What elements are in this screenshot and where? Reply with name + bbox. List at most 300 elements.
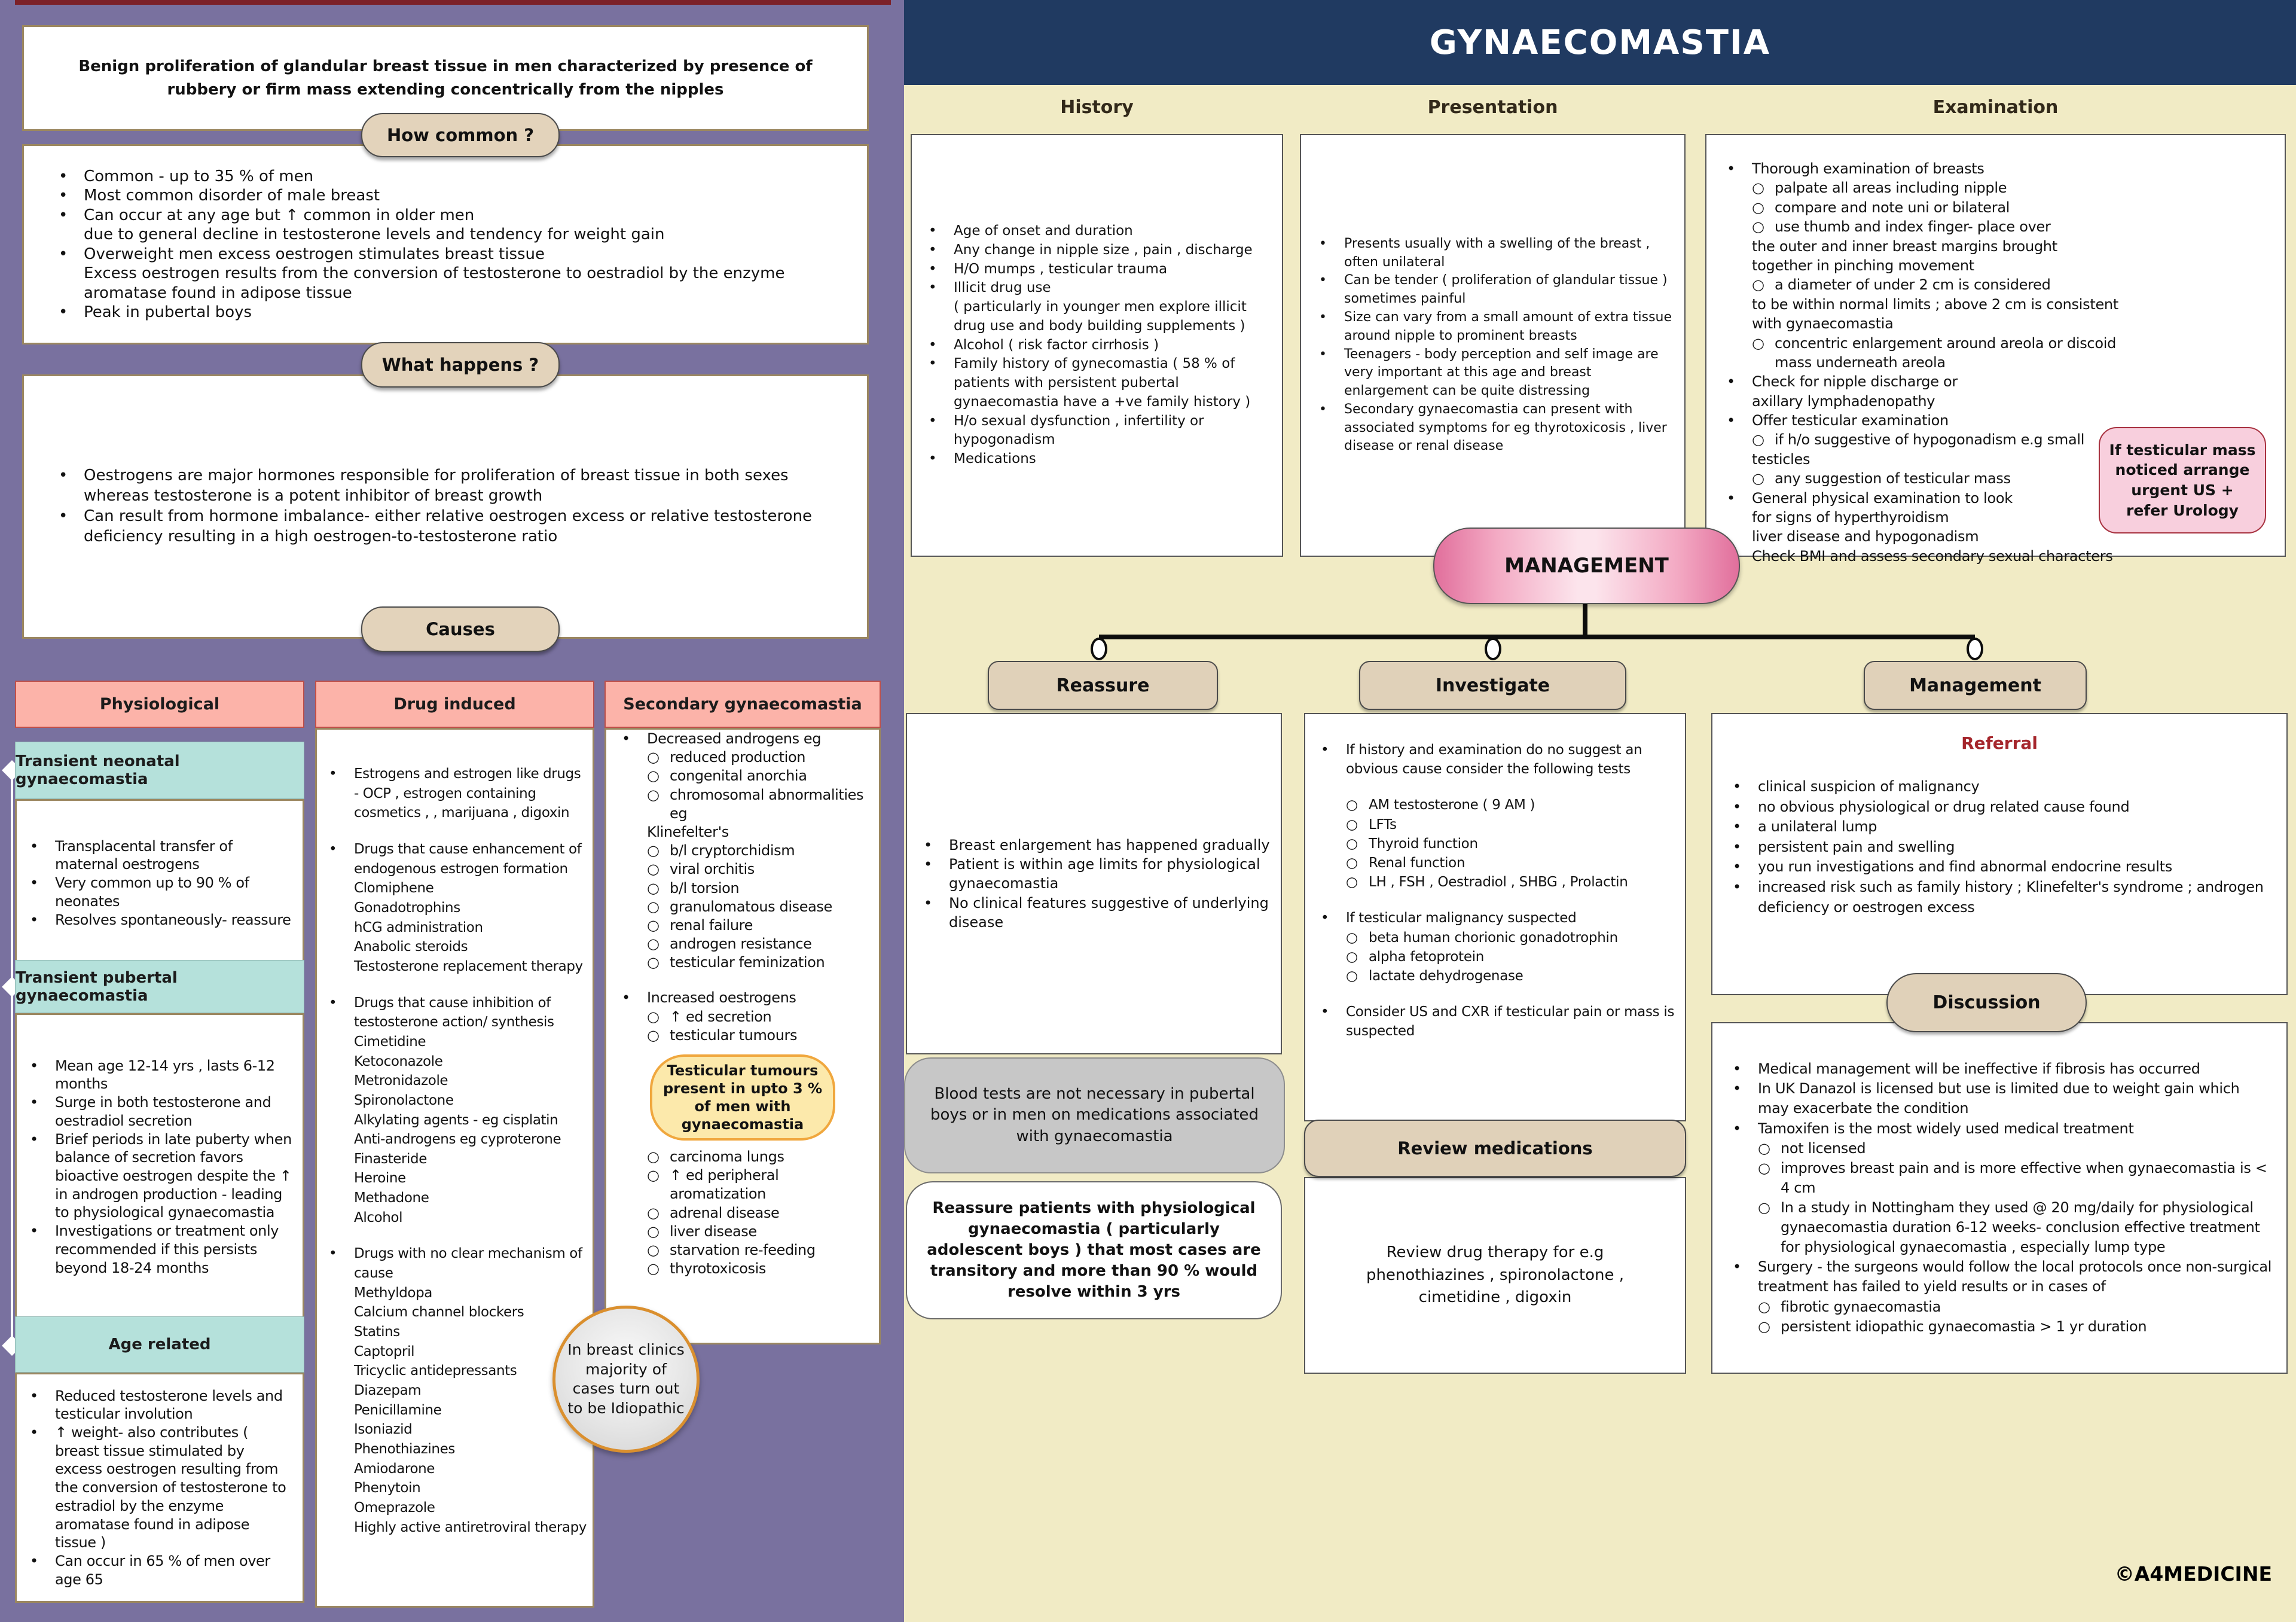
bullet-marker: • — [929, 223, 937, 239]
bullet-marker: • — [59, 167, 68, 185]
list-item — [647, 898, 874, 916]
list-item-text: Peak in pubertal boys — [84, 303, 252, 321]
review-medications-bar: Review medications — [1304, 1120, 1686, 1177]
list-item-text: clinical suspicion of malignancy — [1758, 778, 1980, 795]
list-item — [1321, 779, 1677, 795]
list-item — [1319, 309, 1674, 346]
circle-marker: ○ — [647, 916, 660, 934]
list-item — [1752, 178, 2123, 197]
drug-induced-list — [317, 730, 593, 1537]
list-item-text: you run investigations and find abnormal endocrine results — [1758, 858, 2172, 876]
bullet-marker: • — [929, 451, 937, 467]
circle-marker: ○ — [1758, 1298, 1770, 1315]
list-item — [30, 874, 294, 910]
reassure-box — [906, 713, 1282, 1054]
list-item — [30, 1057, 294, 1093]
list-item — [59, 466, 843, 507]
right-panel — [904, 0, 2296, 1622]
definition-text: Benign proliferation of glandular breast tissue in men characterized by presence of rubbery or firm mass extending concentrically from the nipples — [78, 57, 813, 99]
how-common-box — [22, 144, 869, 344]
list-item — [1733, 1059, 2274, 1079]
list-item — [329, 957, 587, 977]
bullet-marker: • — [1319, 401, 1327, 417]
list-item — [329, 1130, 587, 1150]
list-item-text: Increased oestrogens — [647, 989, 796, 1007]
list-item-text: ↑ weight- also contributes ( breast tissue stimulated by excess oestrogen resulting from the conversion of testosterone to estradiol by the enzyme aromatase found in adipose tissue ) — [55, 1423, 286, 1551]
list-item-text: Alkylating agents - eg cisplatin — [354, 1112, 558, 1128]
list-item-text: due to general decline in testosterone levels and tendency for weight gain — [84, 225, 665, 243]
list-item — [30, 1222, 294, 1277]
list-item-text: alpha fetoprotein — [1369, 949, 1485, 965]
list-item — [1752, 430, 2123, 449]
reassure-list — [907, 836, 1281, 932]
list-item-text: carcinoma lungs — [670, 1148, 784, 1165]
list-item — [59, 186, 843, 206]
list-item — [1752, 198, 2123, 217]
circle-marker: ○ — [1752, 470, 1764, 487]
list-item — [647, 1204, 874, 1222]
bullet-marker: • — [924, 855, 933, 873]
list-item-text: Phenothiazines — [354, 1441, 455, 1457]
list-item — [647, 1008, 874, 1026]
list-item-text: Reduced testosterone levels and testicular involution — [55, 1387, 283, 1423]
bullet-marker: • — [622, 730, 630, 747]
list-item — [1752, 275, 2123, 294]
list-item — [30, 911, 294, 929]
list-item-text: Clomiphene — [354, 880, 434, 897]
list-item — [30, 1552, 294, 1589]
list-item — [59, 206, 843, 225]
circle-marker: ○ — [647, 1167, 660, 1184]
list-item-text: Can occur in 65 % of men over age 65 — [55, 1553, 270, 1588]
list-item — [929, 241, 1271, 260]
list-item — [59, 264, 843, 303]
list-item — [329, 1303, 587, 1322]
list-item-text: Phenytoin — [354, 1480, 421, 1496]
bracket-line — [11, 770, 13, 1346]
bullet-marker: • — [1733, 1080, 1741, 1097]
list-item-text: Decreased androgens eg — [647, 730, 822, 747]
list-item-text: Common - up to 35 % of men — [84, 167, 314, 185]
presentation-list — [1301, 235, 1684, 456]
list-item-text: Presents usually with a swelling of the breast , often unilateral — [1344, 236, 1650, 270]
list-item-text: Patient is within age limits for physiological gynaecomastia — [949, 855, 1260, 892]
list-item — [329, 1169, 587, 1188]
circle-marker: ○ — [647, 1026, 660, 1044]
list-item-text: Estrogens and estrogen like drugs - OCP , estrogen containing cosmetics , , marijuana , digoxin — [354, 766, 581, 821]
list-item — [622, 730, 874, 748]
list-item-text: H/O mumps , testicular trauma — [954, 261, 1168, 277]
list-item — [1758, 1297, 2274, 1317]
list-item-text: Diazepam — [354, 1383, 422, 1399]
list-item-text: Captopril — [354, 1343, 415, 1359]
circle-marker: ○ — [1346, 929, 1358, 946]
presentation-box — [1300, 134, 1686, 557]
list-item-text: the outer and inner breast margins brought — [1752, 237, 2057, 255]
list-item — [1319, 235, 1674, 272]
top-accent-strip — [15, 0, 891, 5]
list-item-text: increased risk such as family history ; Klinefelter's syndrome ; androgen deficiency or oestrogen excess — [1758, 878, 2264, 916]
bullet-marker: • — [1733, 858, 1741, 876]
investigate-branch: Investigate — [1359, 661, 1626, 710]
list-item-text: H/o sexual dysfunction , infertility or hypogonadism — [954, 413, 1204, 448]
what-happens-list — [24, 466, 867, 547]
circle-marker: ○ — [647, 786, 660, 803]
list-item-text: Breast enlargement has happened gradually — [949, 836, 1270, 853]
list-item — [329, 1091, 587, 1111]
list-item-text: Transplacental transfer of maternal oestrogens — [55, 837, 233, 873]
circle-marker: ○ — [647, 1222, 660, 1240]
list-item-text: together in pinching movement — [1752, 257, 1974, 274]
bullet-marker: • — [1321, 742, 1329, 758]
list-item-text: Calcium channel blockers — [354, 1304, 524, 1321]
list-item-text: hCG administration — [354, 919, 483, 935]
list-item — [647, 786, 874, 823]
list-item-text: any suggestion of testicular mass — [1775, 470, 2011, 487]
list-item-text: Cimetidine — [354, 1033, 426, 1050]
list-item-text: Size can vary from a small amount of extra tissue around nipple to prominent breasts — [1344, 309, 1672, 343]
list-item — [1321, 908, 1677, 928]
bullet-marker: • — [1727, 412, 1735, 429]
discussion-list — [1712, 1059, 2286, 1337]
list-item — [1733, 877, 2272, 917]
list-item — [1346, 815, 1677, 834]
list-item-text: Ketoconazole — [354, 1053, 443, 1069]
list-item-text: viral orchitis — [670, 861, 755, 878]
circle-marker: ○ — [647, 879, 660, 897]
list-item-text: Omeprazole — [354, 1499, 435, 1516]
pubertal-list — [17, 1057, 303, 1278]
examination-header: Examination — [1932, 96, 2059, 118]
bullet-marker: • — [1733, 1060, 1741, 1078]
list-item-text: Excess oestrogen results from the conversion of testosterone to oestradiol by the enzyme aromatase found in adipose tissue — [84, 264, 785, 302]
bullet-marker: • — [929, 356, 937, 372]
list-item-text: Any change in nipple size , pain , discharge — [954, 242, 1253, 258]
circle-marker: ○ — [1346, 968, 1358, 984]
circle-marker: ○ — [647, 861, 660, 878]
list-item — [329, 1244, 587, 1283]
list-item-text: Finasteride — [354, 1151, 427, 1167]
bullet-marker: • — [30, 911, 38, 928]
list-item — [59, 245, 843, 264]
list-item — [329, 918, 587, 938]
bullet-marker: • — [59, 303, 68, 321]
list-item — [1727, 547, 2123, 566]
list-item — [924, 894, 1270, 932]
list-item — [1758, 1158, 2274, 1198]
list-item — [329, 840, 587, 879]
list-item — [929, 336, 1271, 355]
list-item — [929, 298, 1271, 336]
list-item — [329, 1459, 587, 1479]
list-item — [929, 279, 1271, 298]
list-item — [1758, 1317, 2274, 1337]
list-item — [1319, 346, 1674, 401]
list-item-text: Drugs that cause inhibition of testosterone action/ synthesis — [354, 995, 554, 1030]
list-item — [329, 1283, 587, 1303]
age-related-box — [15, 1373, 304, 1603]
list-item — [1346, 947, 1677, 967]
list-item — [1727, 159, 2123, 178]
list-item — [622, 823, 874, 842]
list-item-text: fibrotic gynaecomastia — [1781, 1298, 1941, 1315]
bullet-marker: • — [329, 995, 337, 1011]
list-item-text: AM testosterone ( 9 AM ) — [1369, 797, 1535, 813]
list-item — [647, 748, 874, 767]
list-item — [1733, 1119, 2274, 1139]
list-item — [1733, 857, 2272, 877]
list-item — [1727, 295, 2123, 334]
circle-marker: ○ — [1752, 334, 1764, 352]
list-item-text: if h/o suggestive of hypogonadism e.g small — [1775, 431, 2085, 449]
list-item-text: Offer testicular examination — [1752, 412, 1949, 429]
circle-marker: ○ — [647, 954, 660, 971]
list-item — [1319, 272, 1674, 309]
list-item — [329, 1478, 587, 1498]
circle-marker: ○ — [647, 1204, 660, 1221]
list-item — [329, 764, 587, 823]
bullet-marker: • — [30, 874, 38, 892]
bullet-marker: • — [30, 837, 38, 855]
list-item-text: liver disease and hypogonadism — [1752, 528, 1979, 545]
list-item-text: reduced production — [670, 749, 806, 766]
list-item — [647, 1148, 874, 1166]
list-item — [924, 836, 1270, 855]
bullet-marker: • — [59, 245, 68, 263]
list-item-text: androgen resistance — [670, 935, 812, 953]
secondary-list-bottom — [606, 1148, 879, 1278]
list-item — [1346, 928, 1677, 947]
list-item — [929, 355, 1271, 411]
list-item-text: lactate dehydrogenase — [1369, 968, 1523, 984]
list-item-text: persistent idiopathic gynaecomastia > 1 yr duration — [1781, 1318, 2147, 1335]
list-item — [924, 855, 1270, 894]
list-item — [647, 767, 874, 785]
physiological-header: Physiological — [15, 681, 304, 728]
bullet-marker: • — [30, 1553, 38, 1570]
list-item-text: Anabolic steroids — [354, 939, 468, 955]
list-item-text: Metronidazole — [354, 1073, 448, 1089]
list-item-text: Can result from hormone imbalance- either relative oestrogen excess or relative testosterone deficiency resulting in a high oestrogen-to-testosterone ratio — [84, 507, 813, 545]
list-item-text: Methadone — [354, 1190, 429, 1206]
list-item-text: testicular feminization — [670, 954, 825, 971]
list-item-text: a diameter of under 2 cm is considered — [1775, 276, 2051, 294]
circle-marker: ○ — [1758, 1139, 1770, 1157]
what-happens-pill: What happens ? — [361, 342, 560, 388]
testicular-tumours-callout: Testicular tumours present in upto 3 % of men with gynaecomastia — [650, 1054, 835, 1141]
circle-marker: ○ — [647, 1148, 660, 1165]
list-item — [647, 1260, 874, 1278]
circle-marker: ○ — [647, 1260, 660, 1278]
neonatal-list — [17, 837, 303, 929]
list-item — [1758, 1198, 2274, 1257]
list-item-text: beta human chorionic gonadotrophin — [1369, 929, 1618, 946]
list-item — [1733, 777, 2272, 797]
list-item-text: If history and examination do no suggest an obvious cause consider the following tests — [1346, 742, 1642, 778]
list-item — [1727, 489, 2123, 508]
list-item — [1733, 817, 2272, 837]
list-item-text: Can be tender ( proliferation of glandular tissue ) sometimes painful — [1344, 273, 1668, 307]
list-item-text: testicular tumours — [670, 1026, 798, 1044]
referral-title: Referral — [1961, 733, 2038, 753]
bullet-marker: • — [929, 261, 937, 277]
circle-marker: ○ — [647, 1241, 660, 1258]
bullet-marker: • — [30, 1423, 38, 1441]
list-item-text: Tricyclic antidepressants — [354, 1363, 517, 1379]
list-item — [647, 1241, 874, 1260]
bullet-marker: • — [1321, 910, 1329, 926]
list-item-text: Tamoxifen is the most widely used medical treatment — [1758, 1120, 2134, 1137]
bullet-marker: • — [1733, 798, 1741, 815]
list-item-text: Oestrogens are major hormones responsible for proliferation of breast tissue in both sexes whereas testosterone is a potent inhibitor of breast growth — [84, 467, 789, 505]
list-item — [647, 953, 874, 972]
circle-marker: ○ — [1752, 276, 1764, 294]
list-item-text: Age of onset and duration — [954, 223, 1133, 239]
list-item — [1727, 237, 2123, 256]
list-item — [647, 1222, 874, 1241]
bullet-marker: • — [622, 989, 630, 1007]
review-drugs-box — [1304, 1177, 1686, 1374]
investigate-box — [1304, 713, 1686, 1121]
list-item-text: Thyroid function — [1369, 836, 1478, 852]
management-branch: Management — [1864, 661, 2087, 710]
how-common-pill: How common ? — [361, 113, 560, 157]
list-item — [59, 225, 843, 245]
list-item-text: to be within normal limits ; above 2 cm is consistent with gynaecomastia — [1752, 295, 2118, 333]
list-item — [1321, 892, 1677, 908]
bullet-marker: • — [1319, 346, 1327, 362]
bullet-marker: • — [329, 766, 337, 782]
bullet-marker: • — [1727, 373, 1735, 391]
list-item — [647, 1026, 874, 1045]
bullet-marker: • — [1733, 778, 1741, 795]
list-item — [329, 1381, 587, 1401]
bullet-marker: • — [1727, 160, 1735, 177]
bullet-marker: • — [59, 467, 68, 485]
bullet-marker: • — [30, 1222, 38, 1240]
bullet-marker: • — [59, 206, 68, 224]
list-item-text: Brief periods in late puberty when balance of secretion favors bioactive oestrogen despite the ↑ in androgen production - leading to physiological gynaecomastia — [55, 1130, 292, 1221]
what-happens-box — [22, 374, 869, 639]
list-item — [929, 450, 1271, 469]
branch-node-circle — [1967, 638, 1983, 660]
list-item-text: Medications — [954, 451, 1036, 467]
list-item-text: Check for nipple discharge or — [1752, 373, 1958, 391]
bullet-marker: • — [929, 413, 937, 429]
list-item-text: Thorough examination of breasts — [1752, 160, 1984, 177]
list-item — [329, 1188, 587, 1208]
list-item-text: General physical examination to look — [1752, 489, 2013, 507]
testicular-mass-alert: If testicular mass noticed arrange urgent US + refer Urology — [2099, 427, 2266, 533]
bullet-marker: • — [1321, 1004, 1329, 1020]
list-item-text: ↑ ed secretion — [670, 1008, 772, 1025]
list-item — [647, 860, 874, 879]
list-item-text: In a study in Nottingham they used @ 20 mg/daily for physiological gynaecomastia duration 6-12 weeks- conclusion effective treatment for physiological gynaecomastia , especially lump type — [1781, 1199, 2260, 1256]
list-item — [329, 993, 587, 1032]
list-item-text: Consider US and CXR if testicular pain or mass is suspected — [1346, 1004, 1675, 1039]
list-item — [59, 167, 843, 187]
list-item-text: granulomatous disease — [670, 898, 832, 915]
list-item — [30, 1387, 294, 1423]
drug-induced-header: Drug induced — [315, 681, 594, 728]
list-item-text: liver disease — [670, 1222, 757, 1240]
circle-marker: ○ — [1752, 218, 1764, 236]
circle-marker: ○ — [1346, 836, 1358, 852]
bullet-marker: • — [1733, 1120, 1741, 1137]
circle-marker: ○ — [1758, 1199, 1770, 1216]
list-item — [1319, 401, 1674, 456]
circle-marker: ○ — [1346, 816, 1358, 833]
bullet-marker: • — [329, 1246, 337, 1262]
list-item-text: Klinefelter's — [647, 823, 729, 840]
list-item-text: Drugs with no clear mechanism of cause — [354, 1246, 582, 1282]
list-item — [329, 977, 587, 993]
list-item-text: Gonadotrophins — [354, 900, 460, 916]
list-item-text: Statins — [354, 1324, 400, 1340]
bullet-marker: • — [929, 242, 937, 258]
list-item — [329, 823, 587, 840]
list-item — [622, 989, 874, 1007]
list-item — [647, 879, 874, 898]
list-item — [329, 1420, 587, 1440]
list-item — [1752, 469, 2123, 488]
list-item-text: Check BMI and assess secondary sexual characters — [1752, 547, 2113, 565]
list-item — [1727, 392, 2123, 411]
list-item-text: Family history of gynecomastia ( 58 % of patients with persistent pubertal gynaecomastia have a +ve family history ) — [954, 356, 1251, 410]
circle-marker: ○ — [647, 898, 660, 915]
list-item-text: Heroine — [354, 1170, 406, 1187]
list-item-text: Mean age 12-14 yrs , lasts 6-12 months — [55, 1057, 275, 1093]
list-item — [1727, 256, 2123, 275]
list-item — [1733, 837, 2272, 858]
bullet-marker: • — [1733, 818, 1741, 836]
secondary-list-top — [606, 730, 879, 1045]
bullet-marker: • — [30, 1094, 38, 1111]
list-item-text: Can occur at any age but ↑ common in older men — [84, 206, 475, 224]
circle-marker: ○ — [647, 767, 660, 785]
list-item-text: Surge in both testosterone and oestradiol secretion — [55, 1094, 271, 1129]
bullet-marker: • — [1319, 236, 1327, 251]
left-panel — [0, 0, 904, 1622]
list-item-text: LFTs — [1369, 816, 1397, 833]
circle-marker: ○ — [1346, 949, 1358, 965]
list-item — [329, 898, 587, 918]
bullet-marker: • — [1733, 1258, 1741, 1276]
list-item-text: use thumb and index finger- place over — [1775, 218, 2051, 236]
list-item — [30, 837, 294, 874]
presentation-header: Presentation — [1427, 96, 1558, 118]
list-item-text: Amiodarone — [354, 1461, 435, 1477]
list-item-text: Highly active antiretroviral therapy — [354, 1519, 587, 1535]
branch-node-circle — [1091, 638, 1107, 660]
list-item-text: Most common disorder of male breast — [84, 187, 380, 205]
list-item-text: Penicillamine — [354, 1402, 442, 1418]
connector-vertical — [1583, 599, 1587, 638]
age-related-subheader: Age related — [15, 1316, 304, 1373]
causes-pill: Causes — [361, 606, 560, 652]
list-item-text: Isoniazid — [354, 1422, 413, 1438]
circle-marker: ○ — [647, 1008, 660, 1025]
page-title: GYNAECOMASTIA — [1429, 23, 1771, 62]
list-item — [1727, 450, 2123, 469]
bullet-marker: • — [1733, 838, 1741, 855]
list-item — [329, 1322, 587, 1342]
history-box — [911, 134, 1283, 557]
connector-horizontal — [1099, 635, 1975, 639]
secondary-box — [604, 728, 881, 1344]
list-item-text: Teenagers - body perception and self image are very important at this age and breast enlargement can be quite distressing — [1344, 346, 1659, 399]
list-item-text: Secondary gynaecomastia can present with associated symptoms for eg thyrotoxicosis , liver disease or renal disease — [1344, 401, 1667, 454]
